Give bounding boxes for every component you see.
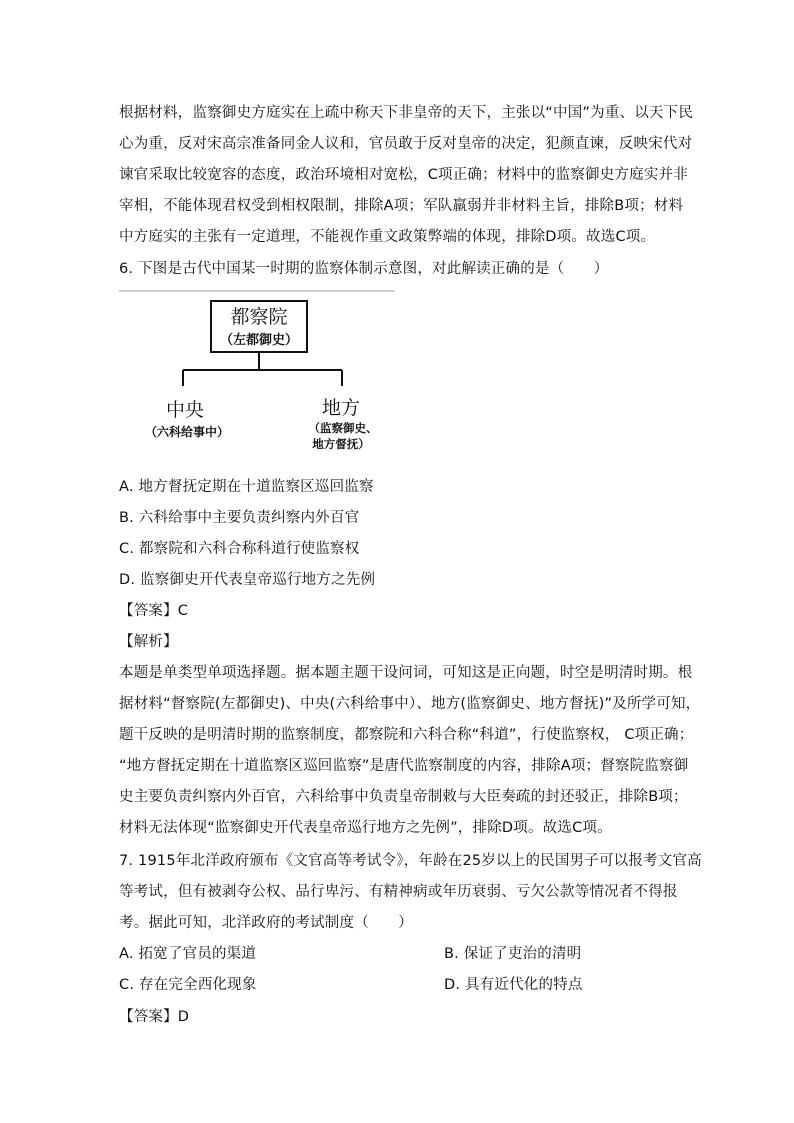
- question-7-stem: 等考试，但有被剥夺公权、品行卑污、有精神病或年历衰弱、亏欠公款等情况者不得报: [119, 884, 678, 900]
- left-node-title: 中央: [165, 399, 205, 421]
- left-node-subtitle: （六科给事中）: [144, 425, 230, 439]
- right-node-subtitle-1: （监察御史、: [308, 421, 378, 435]
- option-a: A. 地方督抚定期在十道监察区巡回监察: [119, 479, 374, 495]
- paragraph-line: 根据材料，监察御史方庭实在上疏中称天下非皇帝的天下，主张以“中国”为重、以天下民: [119, 105, 694, 121]
- paragraph-line: 宰相，不能体现君权受到相权限制，排除A项；军队羸弱并非材料主旨，排除B项；材料: [119, 198, 684, 214]
- option-a: A. 拓宽了官员的渠道: [119, 946, 257, 962]
- option-b: B. 六科给事中主要负责纠察内外百官: [119, 510, 360, 526]
- option-d: D. 监察御史开代表皇帝巡行地方之先例: [119, 572, 376, 588]
- paragraph-line: 谏官采取比较宽容的态度，政治环境相对宽松，C项正确；材料中的监察御史方庭实并非: [119, 167, 688, 183]
- paragraph-line: 中方庭实的主张有一定道理，不能视作重文政策弊端的体现，排除D项。故选C项。: [119, 229, 656, 245]
- paragraph-line: 心为重，反对宋高宗准备同金人议和，官员敢于反对皇帝的决定，犯颜直谏，反映宋代对: [119, 136, 693, 152]
- right-node-title: 地方: [321, 397, 361, 419]
- top-box-subtitle: （左都御史）: [219, 333, 299, 348]
- analysis-line: 本题是单类型单项选择题。据本题主题干设问词，可知这是正向题，时空是明清时期。根: [119, 665, 693, 681]
- right-node-subtitle-2: 地方督抚）: [312, 437, 370, 451]
- question-7-stem: 7. 1915年北洋政府颁布《文官高等考试令》，年龄在25岁以上的民国男子可以报考文官高: [119, 853, 702, 869]
- analysis-line: “地方督抚定期在十道监察区巡回监察”是唐代监察制度的内容，排除A项；督察院监察御: [119, 758, 689, 774]
- question-7-stem: 考。据此可知，北洋政府的考试制度（ ）: [119, 915, 413, 931]
- option-c: C. 都察院和六科合称科道行使监察权: [119, 541, 360, 557]
- top-box-title: 都察院: [230, 306, 288, 328]
- question-6-stem: 6. 下图是古代中国某一时期的监察体制示意图，对此解读正确的是（ ）: [119, 261, 609, 277]
- analysis-line: 题干反映的是明清时期的监察制度，都察院和六科合称“科道”，行使监察权， C项正确；: [119, 727, 694, 743]
- option-c: C. 存在完全西化现象: [119, 977, 257, 993]
- supervision-system-diagram: [119, 290, 399, 460]
- analysis-line: 史主要负责纠察内外百官，六科给事中负责皇帝制敕与大臣奏疏的封还驳正，排除B项；: [119, 789, 688, 805]
- answer-7: 【答案】D: [119, 1009, 190, 1025]
- answer-6: 【答案】C: [119, 603, 189, 619]
- option-d: D. 具有近代化的特点: [444, 977, 583, 993]
- analysis-line: 据材料“督察院(左都御史)、中央(六科给事中）、地方(监察御史、地方督抚)”及所学可知，: [119, 696, 701, 712]
- analysis-label: 【解析】: [119, 634, 178, 650]
- analysis-line: 材料无法体现“监察御史开代表皇帝巡行地方之先例”，排除D项。故选C项。: [119, 820, 612, 836]
- option-b: B. 保证了吏治的清明: [444, 946, 582, 962]
